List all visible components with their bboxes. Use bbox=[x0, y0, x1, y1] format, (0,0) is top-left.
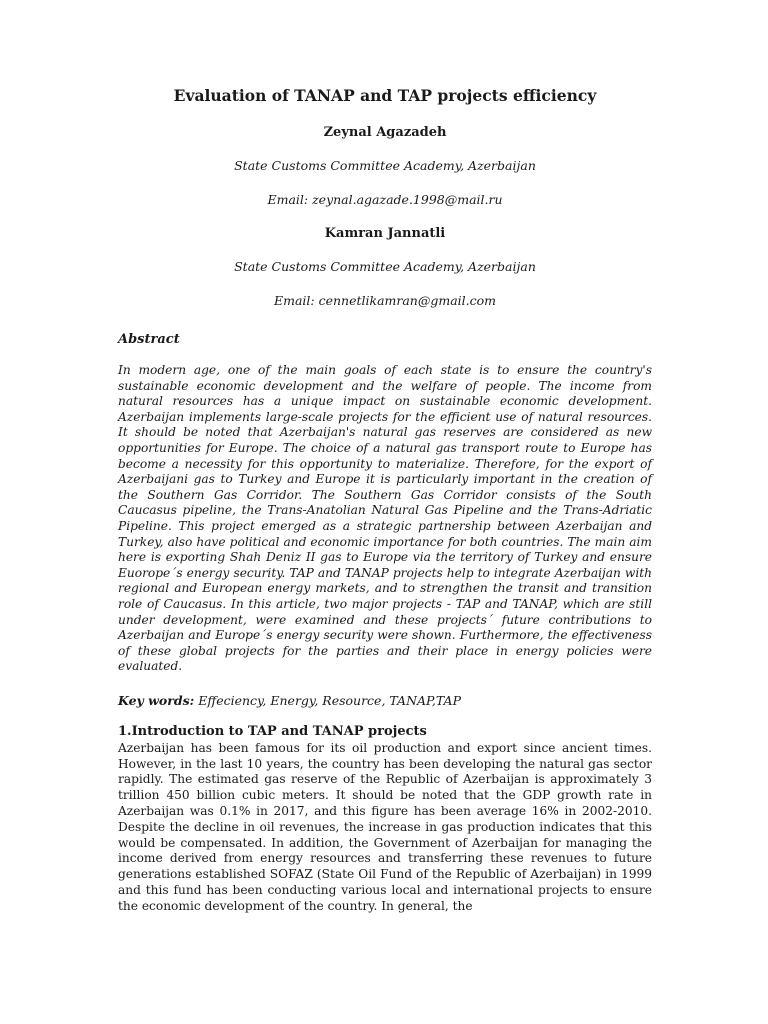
author-email-2: Email: cennetlikamran@gmail.com bbox=[273, 293, 497, 308]
keywords-label: Key words: bbox=[118, 692, 195, 708]
section-1-text: Azerbaijan has been famous for its oil production and export since ancient times. However, in the last 10 years, the country has been developing the natural gas sector rapidly. The estimated gas reserve of the Republic of Azerbaijan is approximately 3 trillion 450 billion cubic meters. It should be noted that the GDP growth rate in Azerbaijan was 0.1% in 2017, and this figure has been average 16% in 2002-2010. Despite the decline in oil revenues, the increase in gas production indicates that this would be compensated. In addition, the Government of Azerbaijan for managing the income derived from energy resources and transferring these revenues to future generations established SOFAZ (State Oil Fund of the Republic of Azerbaijan) in 1999 and this fund has been conducting various local and international projects to ensure the economic development of the country. In general, the bbox=[118, 740, 652, 913]
author-name-1: Zeynal Agazadeh bbox=[323, 125, 447, 140]
keywords bbox=[118, 693, 652, 708]
author-affiliation-1: State Customs Committee Academy, Azerbaijan bbox=[234, 158, 536, 173]
section-1-heading: 1.Introduction to TAP and TANAP projects bbox=[118, 723, 427, 739]
abstract-text: In modern age, one of the main goals of each state is to ensure the country's sustainable economic development and the welfare of people. The income from natural resources has a unique impact on sustainable economic development. Azerbaijan implements large-scale projects for the efficient use of natural resources. It should be noted that Azerbaijan's natural gas reserves are considered as new opportunities for Europe. The choice of a natural gas transport route to Europe has become a necessity for this opportunity to materialize. Therefore, for the export of Azerbaijani gas to Turkey and Europe it is particularly important in the creation of the Southern Gas Corridor. The Southern Gas Corridor consists of the South Caucasus pipeline, the Trans-Anatolian Natural Gas Pipeline and the Trans-Adriatic Pipeline. This project emerged as a strategic partnership between Azerbaijan and Turkey, also have political and economic importance for both countries. The main aim here is exporting Shah Deniz II gas to Europe via the territory of Turkey and ensure Euorope´s energy security. TAP and TANAP projects help to integrate Azerbaijan with regional and European energy markets, and to strengthen the transit and transition role of Caucasus. In this article, two major projects - TAP and TANAP, which are still under development, were examined and these projects´ future contributions to Azerbaijan and Europe´s energy security were shown. Furthermore, the effectiveness of these global projects for the parties and their place in energy policies were evaluated. bbox=[118, 363, 652, 674]
author-name-2: Kamran Jannatli bbox=[324, 226, 446, 241]
keywords-value: Effeciency, Energy, Resource, TANAP,TAP bbox=[194, 692, 461, 708]
abstract-heading: Abstract bbox=[118, 332, 180, 347]
author-email-1: Email: zeynal.agazade.1998@mail.ru bbox=[267, 192, 503, 207]
paper-title: Evaluation of TANAP and TAP projects efficiency bbox=[173, 86, 597, 105]
author-affiliation-2: State Customs Committee Academy, Azerbaijan bbox=[234, 259, 536, 274]
